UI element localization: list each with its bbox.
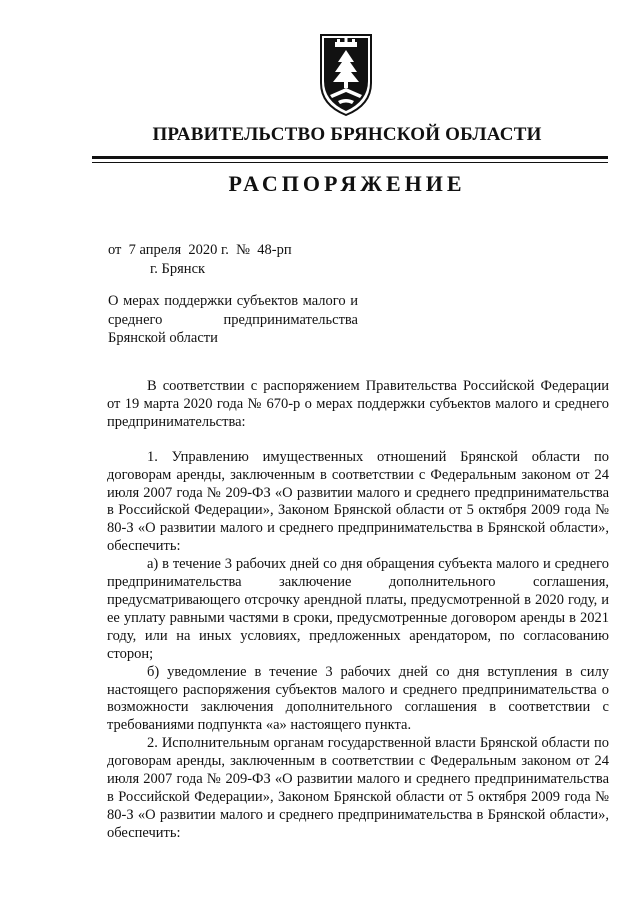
date-number-line: от 7 апреля 2020 г. № 48-рп <box>108 242 292 258</box>
government-title: ПРАВИТЕЛЬСТВО БРЯНСКОЙ ОБЛАСТИ <box>152 124 542 145</box>
item-1-paragraph: 1. Управлению имущественных отношений Брянской области по договорам аренды, заключенным в соответствии с Федеральным законом от 24 июля 2007 года № 209-ФЗ «О развитии малого и среднего предпринимательства в Российской Федерации», Законом Брянской области от 5 октября 2009 года № 80-З «О развитии малого и среднего предпринимательства в Брянской области», обеспечить: <box>107 448 609 555</box>
preamble-paragraph: В соответствии с распоряжением Правительства Российской Федерации от 19 марта 2020 года № 670-р о мерах поддержки субъектов малого и среднего предпринимательства: <box>107 378 609 430</box>
item-1a-paragraph: а) в течение 3 рабочих дней со дня обращения субъекта малого и среднего предпринимательства заключение дополнительного соглашения, предусматривающего отсрочку арендной платы, предусмотренной в 2020 году, и ее уплату равными частями в сроки, предусмотренные договором аренды в 2021 году, или на иных условиях, предложенных арендатором, по согласованию сторон; <box>107 556 609 662</box>
document-type: РАСПОРЯЖЕНИЕ <box>228 171 466 196</box>
item-2-paragraph: 2. Исполнительным органам государственной власти Брянской области по договорам аренды, заключенным в соответствии с Федеральным законом от 24 июля 2007 года № 209-ФЗ «О развитии малого и среднего предпринимательства в Российской Федерации», Законом Брянской области от 5 октября 2009 года № 80-З «О развитии малого и среднего предпринимательства в Брянской области», обеспечить: <box>107 735 609 841</box>
item-1b-paragraph: б) уведомление в течение 3 рабочих дней со дня вступления в силу настоящего распоряжения субъектов малого и среднего предпринимательства о возможности заключения дополнительного соглашения в соответствии с требованиями подпункта «а» настоящего пункта. <box>107 663 609 734</box>
header-rule-thin <box>92 162 608 163</box>
city-line: г. Брянск <box>150 261 206 277</box>
document-meta <box>108 241 292 279</box>
header-rule-thick <box>92 156 608 159</box>
document-subject: О мерах поддержки субъектов малого и среднего предпринимательства Брянской области <box>108 293 358 346</box>
coat-of-arms-icon <box>318 33 374 117</box>
document-body <box>107 378 609 843</box>
